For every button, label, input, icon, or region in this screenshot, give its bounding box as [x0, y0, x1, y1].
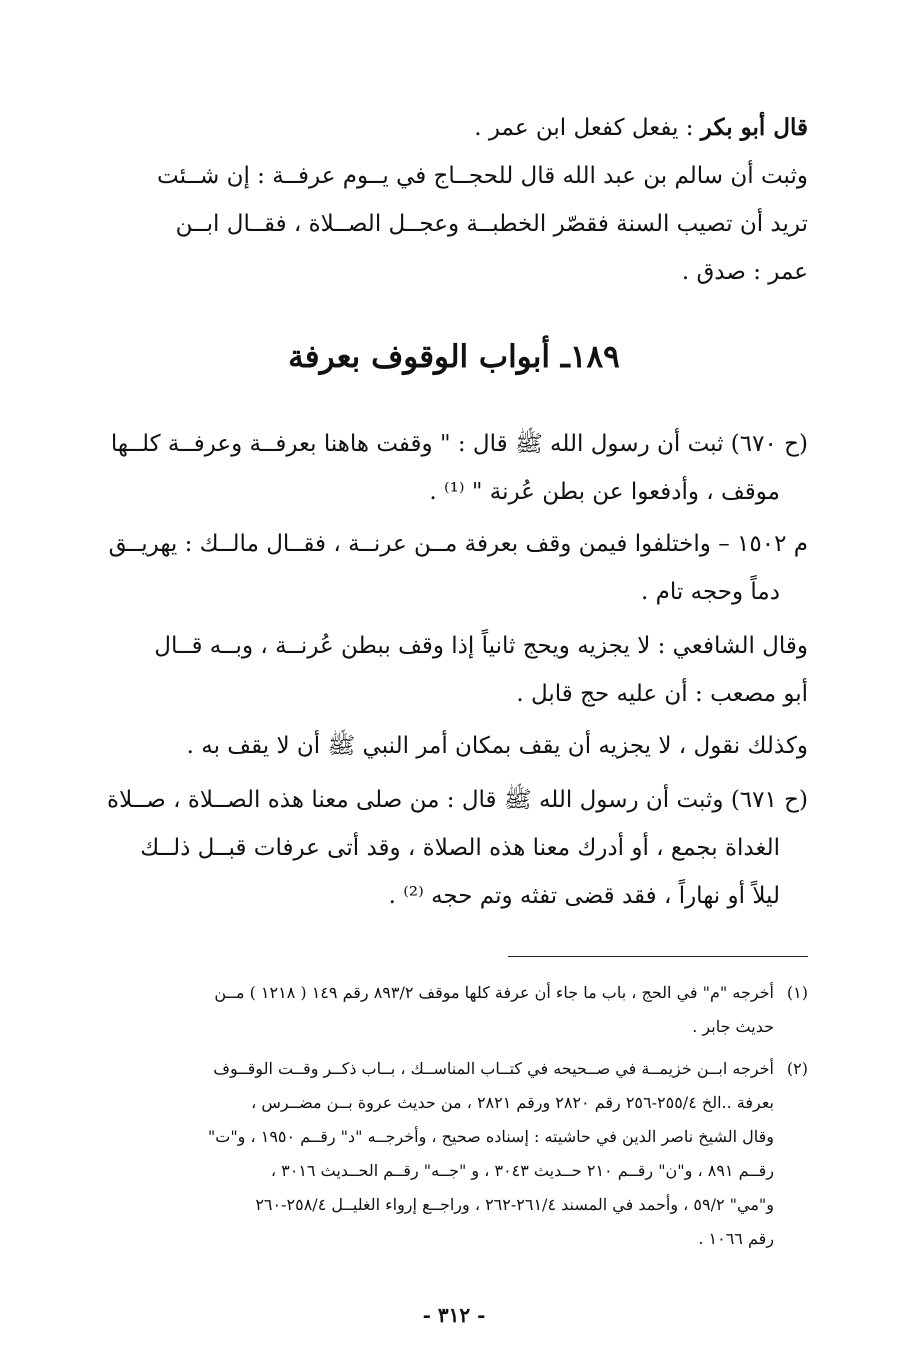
footnote-line: وقال الشيخ ناصر الدين في حاشيته : إسناده صحيح ، وأخرجــه "د" رقــم ١٩٥٠ ، و"ت" [207, 1127, 774, 1146]
text-line: دماً وحجه تام . [641, 579, 780, 605]
text-line: وكذلك نقول ، لا يجزيه أن يقف بمكان أمر النبي ﷺ أن لا يقف به . [186, 733, 808, 759]
text-line: وقال الشافعي : لا يجزيه ويحج ثانياً إذا وقف ببطن عُرنــة ، وبــه قــال [154, 633, 808, 659]
text-line: م ١٥٠٢ – واختلفوا فيمن وقف بعرفة مــن عرنــة ، فقــال مالــك : يهريــق [108, 531, 808, 557]
footnote-line: رقــم ٨٩١ ، و"ن" رقــم ٢١٠ حــديث ٣٠٤٣ ، و "جــه" رقــم الحــديث ٣٠١٦ ، [270, 1161, 774, 1180]
footnote-line: بعرفة ..الخ ٢٥٥/٤-٢٥٦ رقم ٢٨٢٠ ورقم ٢٨٢١ ، من حديث عروة بــن مضــرس ، [251, 1093, 774, 1112]
footnote-1 [96, 976, 808, 1044]
footnote-number: (٢) [786, 1059, 808, 1078]
hadith-670 [96, 420, 808, 516]
shafii-paragraph [96, 622, 808, 718]
footnote-line [96, 1052, 808, 1086]
intro-paragraph [96, 104, 808, 296]
footnote-line: رقم ١٠٦٦ . [698, 1229, 774, 1248]
text-line: (ح ٦٧٠) ثبت أن رسول الله ﷺ قال : " وقفت هاهنا بعرفــة وعرفــة كلــها [110, 431, 808, 457]
kadhalik-paragraph [96, 722, 808, 770]
intro-line: تريد أن تصيب السنة فقصّر الخطبــة وعجــل الصــلاة ، فقــال ابــن [175, 211, 808, 237]
intro-line: عمر : صدق . [681, 259, 808, 285]
speaker-name: قال أبو بكر [700, 114, 808, 141]
intro-text: : يفعل كفعل ابن عمر . [474, 115, 701, 141]
text-line: ليلاً أو نهاراً ، فقد قضى تفثه وتم حجه ⁽²⁾ . [388, 883, 780, 909]
footnote-separator [508, 956, 808, 957]
masala-1502 [96, 520, 808, 616]
hadith-671 [96, 776, 808, 920]
footnote-line [96, 976, 808, 1010]
page-number: - ٣١٢ - [422, 1303, 486, 1327]
footnote-line: و"مي" ٥٩/٢ ، وأحمد في المسند ٢٦١/٤-٢٦٢ ، وراجــع إرواء الغليــل ٢٥٨/٤-٢٦٠ [255, 1195, 774, 1214]
footnote-2 [96, 1052, 808, 1256]
text-line: (ح ٦٧١) وثبت أن رسول الله ﷺ قال : من صلى معنا هذه الصــلاة ، صــلاة [107, 787, 808, 813]
text-line: أبو مصعب : أن عليه حج قابل . [516, 681, 808, 707]
footnote-text: أخرجه ابــن خزيمــة في صــحيحه في كتــاب المناســك ، بــاب ذكــر وقــت الوقــوف [213, 1059, 774, 1078]
text-line: موقف ، وأدفعوا عن بطن عُرنة " ⁽¹⁾ . [429, 479, 780, 505]
chapter-heading: ١٨٩ـ أبواب الوقوف بعرفة [288, 339, 620, 375]
footnote-text: أخرجه "م" في الحج ، باب ما جاء أن عرفة كلها موقف ٨٩٣/٢ رقم ١٤٩ ( ١٢١٨ ) مــن [214, 983, 774, 1002]
intro-line [96, 104, 808, 152]
intro-line: وثبت أن سالم بن عبد الله قال للحجــاج في يــوم عرفــة : إن شــئت [157, 163, 808, 189]
footnote-line: حديث جابر . [692, 1017, 774, 1036]
text-line: الغداة بجمع ، أو أدرك معنا هذه الصلاة ، وقد أتى عرفات قبــل ذلــك [140, 835, 780, 861]
footnote-number: (١) [786, 983, 808, 1002]
